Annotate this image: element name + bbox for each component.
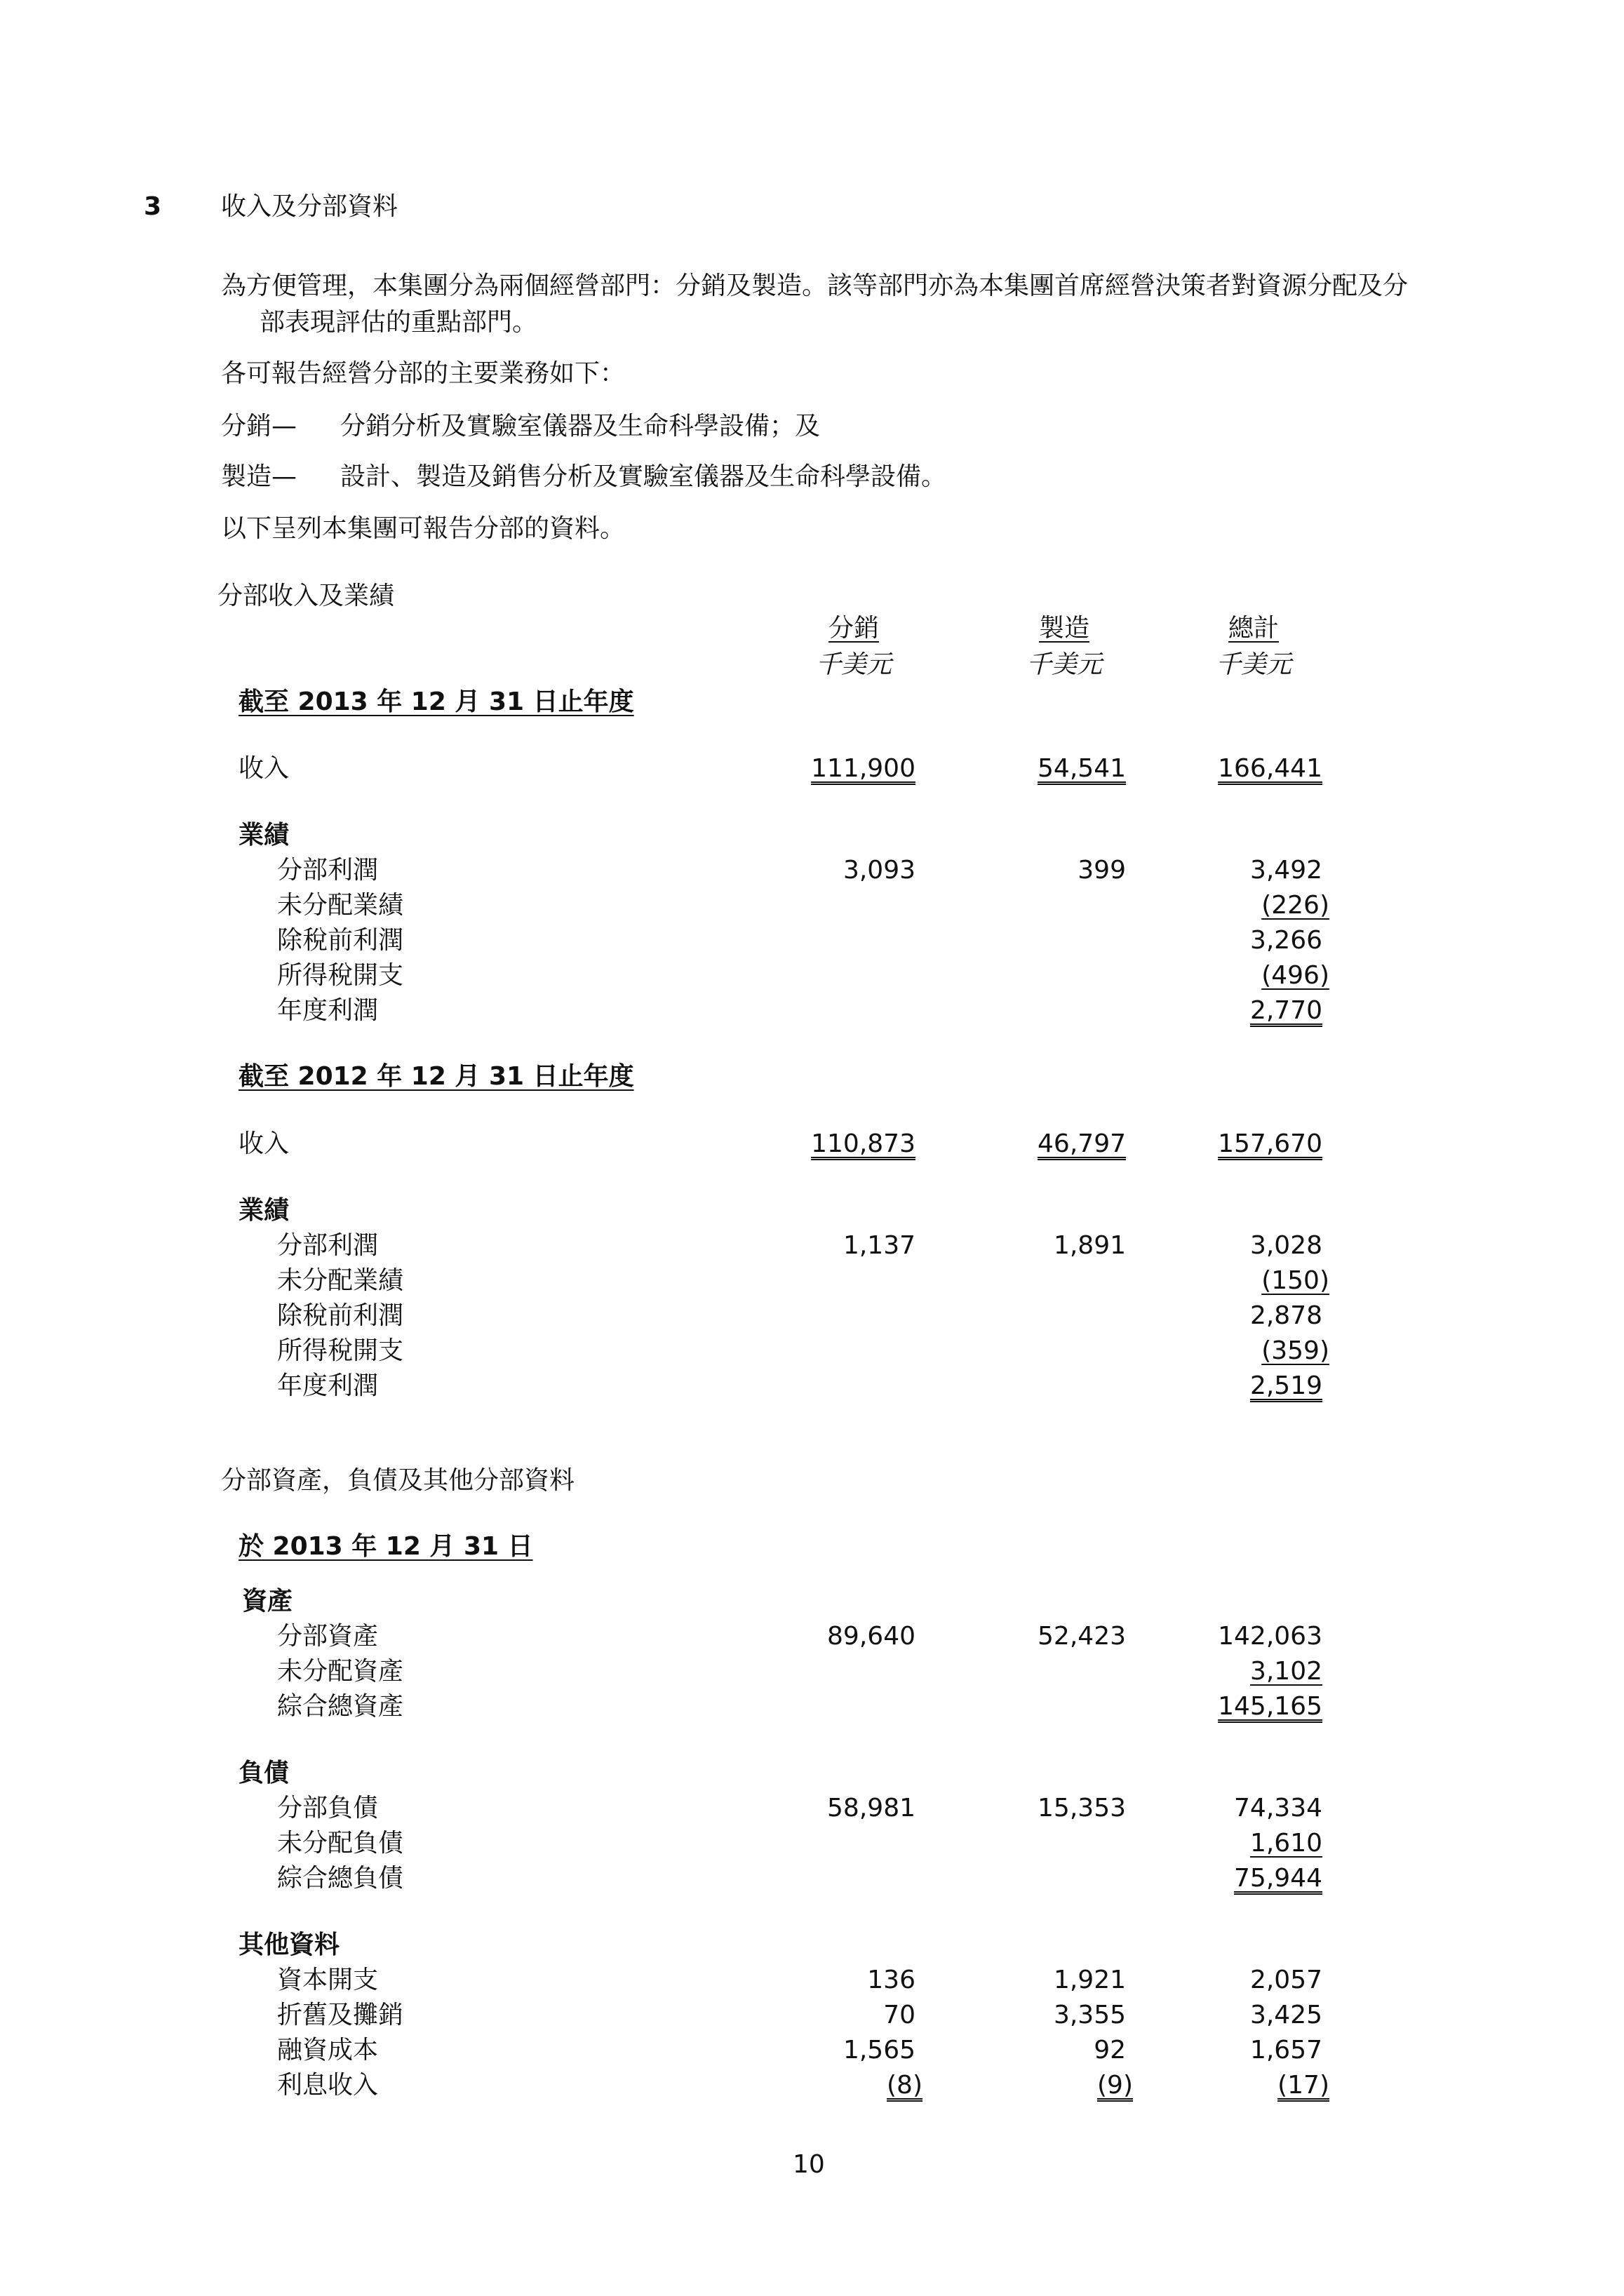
cell-total: 2,878 <box>1249 1301 1322 1330</box>
row-label: 融資成本 <box>277 2036 379 2065</box>
cell-manufacturing: 92 <box>1094 2036 1126 2065</box>
cell-total: 3,492 <box>1249 856 1322 885</box>
col-head-distribution: 分銷 <box>828 614 879 643</box>
results-label-2013: 業績 <box>239 821 290 850</box>
cell-manufacturing: 399 <box>1078 856 1126 885</box>
assets-heading: 分部資產，負債及其他分部資料 <box>221 1466 575 1495</box>
cell-total: (496) <box>1261 961 1329 990</box>
cell-total: 145,165 <box>1218 1692 1322 1721</box>
cell-total: 1,657 <box>1249 2036 1322 2065</box>
section-number: 3 <box>144 192 162 221</box>
row-label: 未分配負債 <box>277 1829 404 1858</box>
cell-distribution: 136 <box>867 1966 915 1994</box>
unit-manufacturing: 千美元 <box>1026 650 1102 679</box>
intro-paragraph-line2: 部表現評估的重點部門。 <box>260 308 538 337</box>
cell-manufacturing: 1,891 <box>1053 1231 1126 1260</box>
bullet-distribution-text: 分銷分析及實驗室儀器及生命科學設備；及 <box>340 412 821 441</box>
cell-distribution: 58,981 <box>827 1794 915 1822</box>
row-label: 所得稅開支 <box>277 961 404 990</box>
revenue-label-2013: 收入 <box>239 754 290 783</box>
revenue-2012-total: 157,670 <box>1218 1129 1322 1158</box>
row-label: 所得稅開支 <box>277 1336 404 1365</box>
cell-manufacturing: 3,355 <box>1053 2001 1126 2029</box>
row-label: 綜合總資產 <box>277 1692 404 1721</box>
cell-manufacturing: 1,921 <box>1053 1966 1126 1994</box>
row-label: 未分配資產 <box>277 1657 404 1686</box>
unit-distribution: 千美元 <box>815 650 892 679</box>
col-head-total: 總計 <box>1228 614 1279 643</box>
row-label: 利息收入 <box>277 2071 379 2100</box>
row-label: 分部利潤 <box>277 856 379 885</box>
cell-total: 2,770 <box>1249 996 1322 1025</box>
row-label: 折舊及攤銷 <box>277 2001 404 2029</box>
cell-distribution: 3,093 <box>843 856 915 885</box>
row-label: 資本開支 <box>277 1966 379 1994</box>
cell-distribution: 1,565 <box>843 2036 915 2065</box>
row-label: 分部資產 <box>277 1622 379 1651</box>
cell-total: (359) <box>1261 1336 1329 1365</box>
revenue-2012-manufacturing: 46,797 <box>1038 1129 1126 1158</box>
results-label-2012: 業績 <box>239 1196 290 1225</box>
row-label: 年度利潤 <box>277 996 379 1025</box>
intro-paragraph-line1: 為方便管理，本集團分為兩個經營部門：分銷及製造。該等部門亦為本集團首席經營決策者對資源分配及分 <box>221 271 1409 300</box>
segments-intro: 各可報告經營分部的主要業務如下： <box>221 359 626 388</box>
other-info-label: 其他資料 <box>239 1931 340 1959</box>
liabilities-label: 負債 <box>239 1759 290 1787</box>
cell-total: 3,102 <box>1249 1657 1322 1686</box>
row-label: 除稅前利潤 <box>277 1301 404 1330</box>
row-label: 未分配業績 <box>277 891 404 920</box>
row-label: 分部利潤 <box>277 1231 379 1260</box>
bullet-manufacturing-label: 製造— <box>221 462 297 491</box>
cell-total: 3,425 <box>1249 2001 1322 2029</box>
section-title: 收入及分部資料 <box>221 192 398 221</box>
cell-total: (17) <box>1277 2071 1329 2100</box>
revenue-2012-distribution: 110,873 <box>811 1129 915 1158</box>
cell-total: 3,266 <box>1249 926 1322 955</box>
cell-manufacturing: 52,423 <box>1038 1622 1126 1651</box>
row-label: 分部負債 <box>277 1794 379 1822</box>
cell-total: 142,063 <box>1218 1622 1322 1651</box>
cell-manufacturing: (9) <box>1097 2071 1133 2100</box>
assets-date: 於 2013 年 12 月 31 日 <box>239 1532 533 1561</box>
cell-total: 75,944 <box>1234 1864 1322 1893</box>
bullet-manufacturing-text: 設計、製造及銷售分析及實驗室儀器及生命科學設備。 <box>340 462 947 491</box>
cell-distribution: (8) <box>887 2071 922 2100</box>
cell-total: 3,028 <box>1249 1231 1322 1260</box>
cell-total: (226) <box>1261 891 1329 920</box>
cell-distribution: 1,137 <box>843 1231 915 1260</box>
revenue-2013-distribution: 111,900 <box>811 754 915 783</box>
row-label: 年度利潤 <box>277 1371 379 1400</box>
revenue-label-2012: 收入 <box>239 1129 290 1158</box>
cell-total: (150) <box>1261 1266 1329 1295</box>
period-2013-heading: 截至 2013 年 12 月 31 日止年度 <box>239 687 634 716</box>
revenue-2013-total: 166,441 <box>1218 754 1322 783</box>
cell-total: 2,519 <box>1249 1371 1322 1400</box>
page-number: 10 <box>793 2150 825 2179</box>
row-label: 除稅前利潤 <box>277 926 404 955</box>
cell-distribution: 89,640 <box>827 1622 915 1651</box>
results-heading: 分部收入及業績 <box>217 582 395 610</box>
segment-info-intro: 以下呈列本集團可報告分部的資料。 <box>221 514 626 543</box>
cell-total: 1,610 <box>1249 1829 1322 1858</box>
row-label: 綜合總負債 <box>277 1864 404 1893</box>
cell-total: 2,057 <box>1249 1966 1322 1994</box>
cell-manufacturing: 15,353 <box>1038 1794 1126 1822</box>
cell-total: 74,334 <box>1234 1794 1322 1822</box>
period-2012-heading: 截至 2012 年 12 月 31 日止年度 <box>239 1062 634 1091</box>
cell-distribution: 70 <box>883 2001 915 2029</box>
col-head-manufacturing: 製造 <box>1038 614 1089 643</box>
bullet-distribution-label: 分銷— <box>221 412 297 441</box>
unit-total: 千美元 <box>1215 650 1291 679</box>
revenue-2013-manufacturing: 54,541 <box>1038 754 1126 783</box>
assets-label: 資產 <box>242 1587 293 1616</box>
row-label: 未分配業績 <box>277 1266 404 1295</box>
